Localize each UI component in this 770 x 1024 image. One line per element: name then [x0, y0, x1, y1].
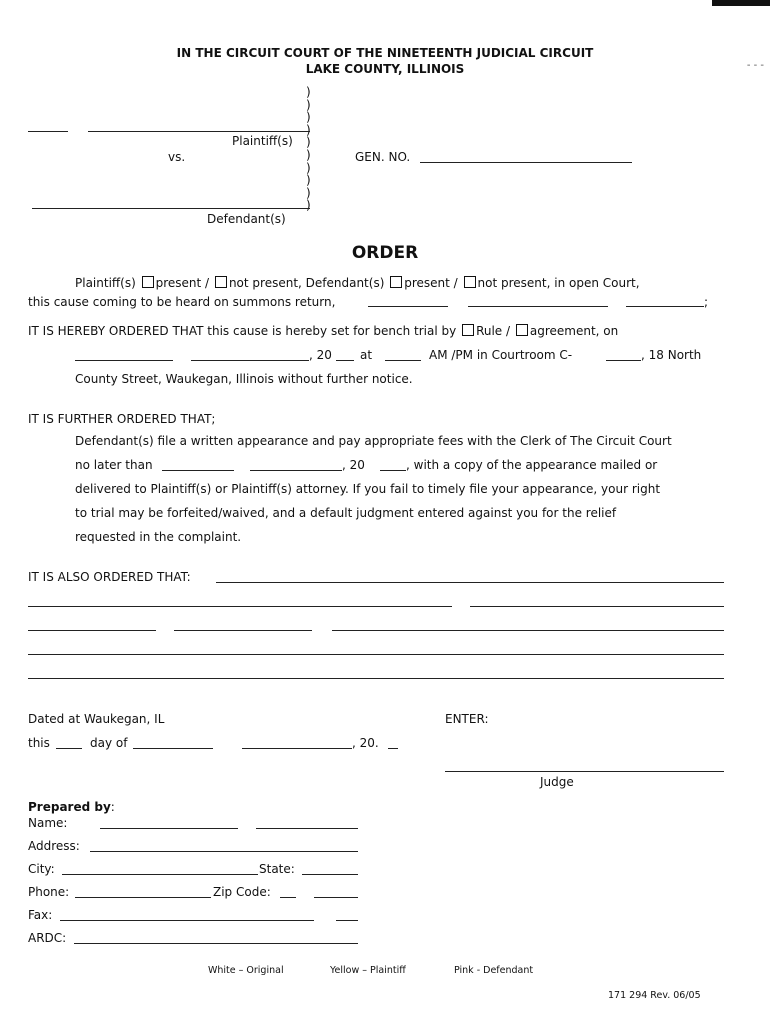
summons-field-2[interactable]: [468, 306, 608, 307]
judge-signature-line[interactable]: [445, 771, 724, 772]
plaintiff-present-checkbox[interactable]: [142, 276, 154, 288]
judge-label: Judge: [540, 775, 574, 789]
ampm-courtroom-text: AM /PM in Courtroom C-: [429, 348, 573, 362]
fax-field-b[interactable]: [336, 920, 358, 921]
copy-yellow: Yellow – Plaintiff: [330, 965, 406, 976]
enter-label: ENTER:: [445, 712, 489, 726]
summons-field-1[interactable]: [368, 306, 448, 307]
defendant-line[interactable]: [32, 208, 310, 209]
address-label: Address:: [28, 839, 80, 853]
vs-label: vs.: [168, 150, 186, 164]
para3-line2-c: , with a copy of the appearance mailed or: [406, 458, 658, 472]
also-ordered-heading: IT IS ALSO ORDERED THAT:: [28, 570, 191, 584]
gen-no-label: GEN. NO.: [355, 150, 411, 164]
scan-dashes: - - -: [746, 60, 764, 71]
prepared-by-colon: :: [110, 800, 115, 814]
dated-year-field[interactable]: [388, 748, 398, 749]
court-name: IN THE CIRCUIT COURT OF THE NINETEENTH JUDICIAL CIRCUIT: [176, 46, 594, 60]
day-field[interactable]: [56, 748, 82, 749]
this-text: this: [28, 736, 50, 750]
para1-line1: [75, 276, 640, 290]
ardc-label: ARDC:: [28, 931, 67, 945]
present-text-2: present /: [404, 276, 458, 290]
name-field-b[interactable]: [256, 828, 358, 829]
trial-date-day[interactable]: [191, 360, 309, 361]
gen-no-field[interactable]: [420, 162, 632, 163]
appearance-date-month[interactable]: [162, 470, 234, 471]
ardc-field[interactable]: [74, 943, 358, 944]
para2-line1: [28, 324, 618, 338]
trial-year[interactable]: [336, 360, 354, 361]
form-number: 171 294 Rev. 06/05: [608, 990, 701, 1001]
further-ordered-heading: IT IS FURTHER ORDERED THAT;: [28, 412, 216, 426]
state-label: State:: [259, 862, 295, 876]
name-field-a[interactable]: [100, 828, 238, 829]
para3-line1: Defendant(s) file a written appearance and pay appropriate fees with the Clerk of The Circuit Court: [75, 434, 672, 448]
month-field-2[interactable]: [242, 748, 352, 749]
courtroom-field[interactable]: [606, 360, 641, 361]
address-field[interactable]: [90, 851, 358, 852]
phone-label: Phone:: [28, 885, 70, 899]
name-label: Name:: [28, 816, 68, 830]
scan-mark: [712, 0, 770, 6]
caption-parentheses: ) ) ) ) ) ) ) ) ) ): [306, 85, 311, 213]
para3-line5: requested in the complaint.: [75, 530, 242, 544]
copy-white: White – Original: [208, 965, 284, 976]
zip-field-a[interactable]: [280, 897, 296, 898]
plaintiff-line-b[interactable]: [88, 131, 310, 132]
defendant-not-present-checkbox[interactable]: [464, 276, 476, 288]
at-text: at: [360, 348, 373, 362]
defendant-label: Defendant(s): [207, 212, 286, 226]
summons-field-3[interactable]: [626, 306, 704, 307]
plaintiff-not-present-checkbox[interactable]: [215, 276, 227, 288]
day-of-text: day of: [90, 736, 128, 750]
copy-pink: Pink - Defendant: [454, 965, 534, 976]
fax-label: Fax:: [28, 908, 53, 922]
para1-line2: this cause coming to be heard on summons return,: [28, 295, 336, 309]
also-ordered-line-4[interactable]: [28, 654, 724, 655]
also-ordered-line-3b[interactable]: [174, 630, 312, 631]
dated-at-text: Dated at Waukegan, IL: [28, 712, 165, 726]
trial-time[interactable]: [385, 360, 421, 361]
prepared-by-text: Prepared by: [28, 800, 111, 814]
also-ordered-line-2a[interactable]: [28, 606, 452, 607]
plaintiff-label: Plaintiff(s): [232, 134, 293, 148]
zip-label: Zip Code:: [213, 885, 271, 899]
defendant-present-checkbox[interactable]: [390, 276, 402, 288]
comma-20-dated: , 20.: [352, 736, 379, 750]
plaintiff-line-a[interactable]: [28, 131, 68, 132]
also-ordered-line-3a[interactable]: [28, 630, 156, 631]
prepared-by-heading: [28, 800, 115, 814]
comma-20-text: , 20: [309, 348, 332, 362]
appearance-date-day[interactable]: [250, 470, 342, 471]
para3-line3: delivered to Plaintiff(s) or Plaintiff(s) attorney. If you fail to timely file your appearance, your right: [75, 482, 661, 496]
city-label: City:: [28, 862, 55, 876]
rule-checkbox[interactable]: [462, 324, 474, 336]
also-ordered-line-5[interactable]: [28, 678, 724, 679]
fax-field[interactable]: [60, 920, 314, 921]
month-field[interactable]: [133, 748, 213, 749]
state-field[interactable]: [302, 874, 358, 875]
semicolon: ;: [704, 295, 709, 309]
order-title: ORDER: [351, 243, 419, 263]
city-field[interactable]: [62, 874, 258, 875]
para3-comma-20: , 20: [342, 458, 365, 472]
appearance-year[interactable]: [380, 470, 406, 471]
zip-field-b[interactable]: [314, 897, 358, 898]
para3-line4: to trial may be forfeited/waived, and a default judgment entered against you for the relief: [75, 506, 617, 520]
present-text: present /: [155, 276, 210, 290]
not-present-defendant-text: not present, Defendant(s): [228, 276, 385, 290]
agreement-checkbox[interactable]: [516, 324, 528, 336]
also-ordered-line-3c[interactable]: [332, 630, 724, 631]
not-present-open-court-text: not present, in open Court,: [477, 276, 640, 290]
phone-field[interactable]: [75, 897, 211, 898]
rule-text: Rule /: [476, 324, 511, 338]
trial-date-month[interactable]: [75, 360, 173, 361]
para3-line2-a: no later than: [75, 458, 153, 472]
address-text: , 18 North: [641, 348, 702, 362]
agreement-text: agreement, on: [529, 324, 619, 338]
court-county: LAKE COUNTY, ILLINOIS: [305, 62, 465, 76]
para2-line3: County Street, Waukegan, Illinois without further notice.: [75, 372, 413, 386]
also-ordered-line-2b[interactable]: [470, 606, 724, 607]
plaintiff-text: Plaintiff(s): [75, 276, 136, 290]
also-ordered-line-1[interactable]: [216, 582, 724, 583]
bench-trial-text: IT IS HEREBY ORDERED THAT this cause is hereby set for bench trial by: [28, 324, 457, 338]
